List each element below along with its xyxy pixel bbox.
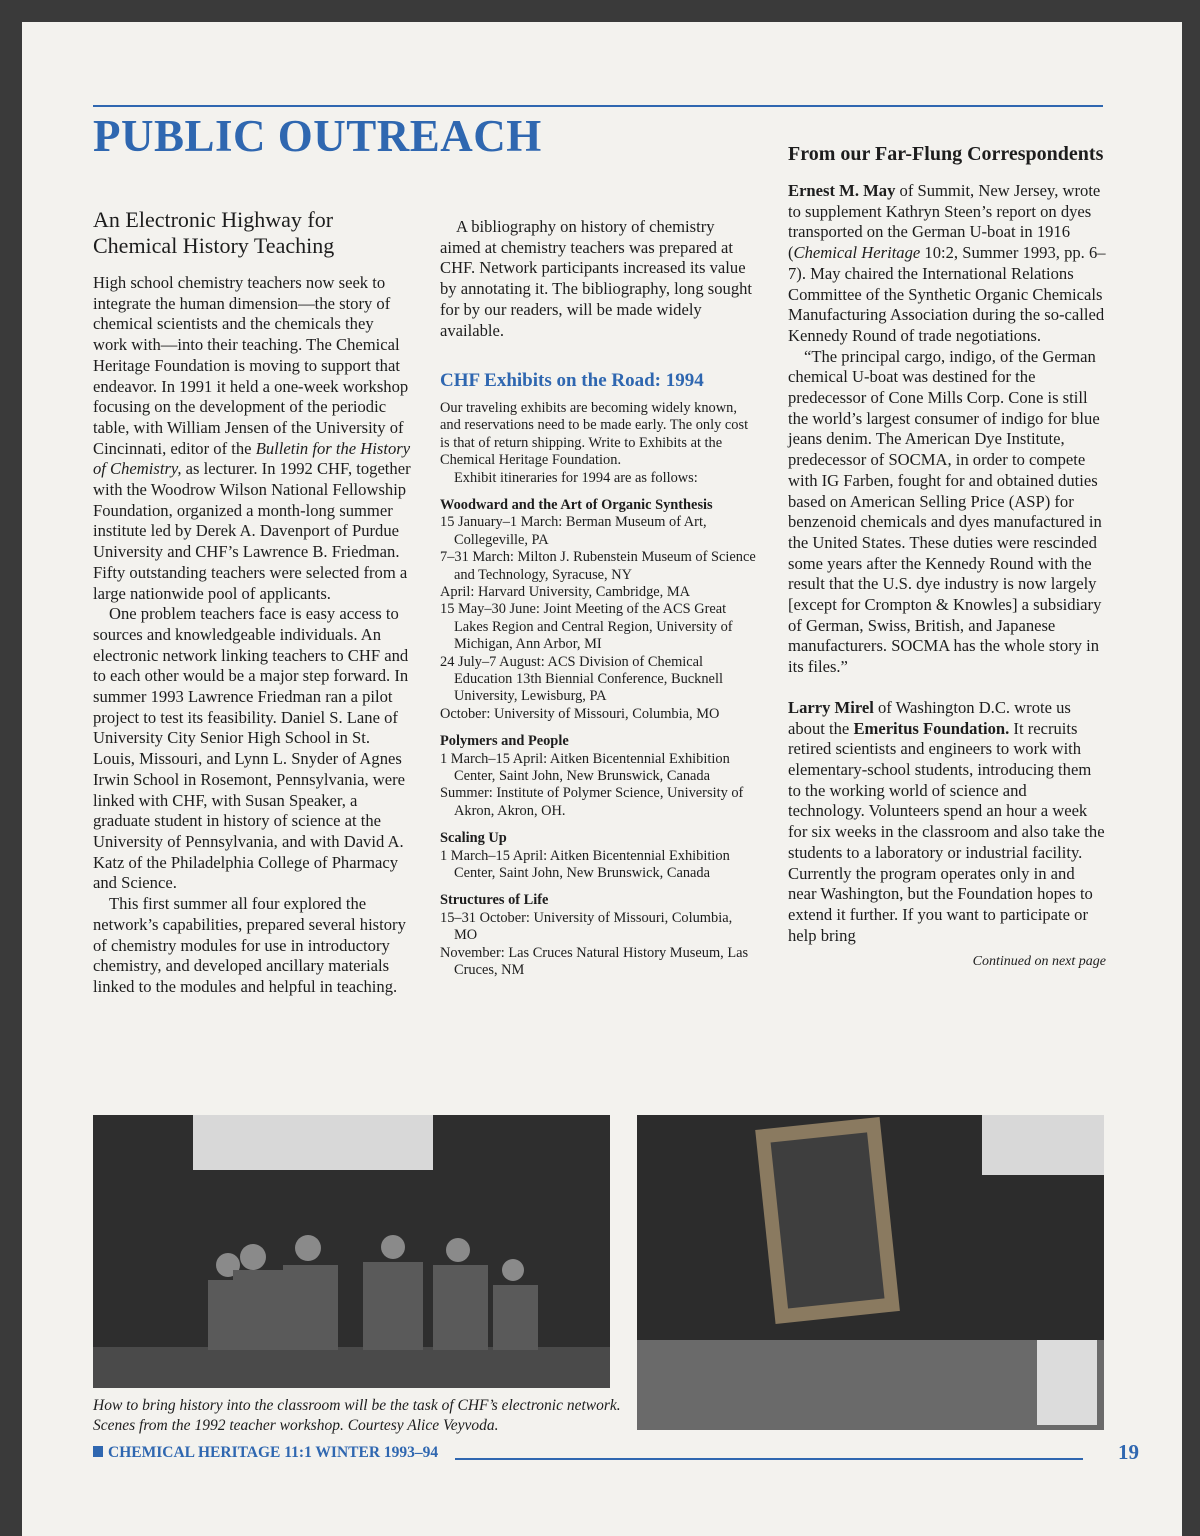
paragraph [788, 347, 1106, 678]
bold-text: Larry Mirel [788, 697, 874, 717]
exhibit-title: Structures of Life [440, 892, 549, 909]
column-2 [440, 217, 758, 980]
exhibit-list [440, 497, 758, 980]
exhibit-title: Scaling Up [440, 830, 507, 847]
footer-publication-text: CHEMICAL HERITAGE 11:1 WINTER 1993–94 [108, 1444, 439, 1461]
exhibit-title: Woodward and the Art of Organic Synthesis [440, 496, 713, 513]
text-run: as lecturer. In 1992 CHF, together with the Woodrow Wilson National Fellowship Foundation, organized a month-long summer institute led by Derek A. Davenport of Purdue University and CHF’s Lawrence B. Friedman. Fifty outstanding teachers were selected from a large nationwide pool of applicants. [93, 459, 411, 603]
itinerary-item: November: Las Cruces Natural History Museum, Las Cruces, NM [440, 944, 749, 979]
text-run: of Washington D.C. wrote us about the [788, 697, 1071, 738]
bold-text: Emeritus Foundation. [853, 718, 1010, 738]
text-run: This first summer all four explored the network’s capabilities, prepared several history of chemistry modules for use in introductory chemistry, and developed ancillary materials linked to the modules and helpful in teaching. [93, 894, 406, 996]
article-body [93, 273, 411, 998]
itinerary-item: 15 January–1 March: Berman Museum of Art, Collegeville, PA [440, 514, 707, 548]
article-heading: An Electronic Highway for Chemical History Teaching [93, 207, 335, 258]
exhibits-intro: Our traveling exhibits are becoming widely known, and reservations need to be made early. The only cost is that of return shipping. Write to Exhibits at the Chemical Heritage Foundation. [440, 399, 749, 469]
italic-text: Bulletin for the History of Chemistry, [93, 438, 411, 479]
itinerary-item: April: Harvard University, Cambridge, MA [440, 583, 691, 600]
itinerary-item: 15 May–30 June: Joint Meeting of the ACS Great Lakes Region and Central Region, University of Michigan, Ann Arbor, MI [440, 601, 733, 653]
text-run: of Summit, New Jersey, wrote to supplement Kathryn Steen’s report on dyes transported on the German U-boat in 1916 ( [788, 181, 1101, 263]
continued-note: Continued on next page [972, 954, 1106, 970]
article-electronic-highway [93, 207, 411, 998]
exhibits-intro-2: Exhibit itineraries for 1994 are as follows: [454, 469, 698, 486]
itinerary-item: 1 March–15 April: Aitken Bicentennial Exhibition Center, Saint John, New Brunswick, Canada [440, 847, 730, 882]
photo-classroom-image [93, 1115, 610, 1388]
text-run: One problem teachers face is easy access to sources and knowledgeable individuals. An electronic network linking teachers to CHF and to each other would be a major step forward. In summer 1993 Lawrence Friedman ran a pilot project to test its feasibility. Daniel S. Lane of University City Senior High School in St. Louis, Missouri, and Lynn L. Snyder of Agnes Irwin School in Rosemont, Pennsylvania, were linked with CHF, with Susan Speaker, a graduate student in history of science at the University of Pennsylvania, and with David A. Katz of the Philadelphia College of Pharmacy and Science. [93, 604, 409, 893]
italic-text: Chemical Heritage [793, 243, 921, 263]
paragraph [788, 698, 1106, 946]
exhibits-body [440, 400, 758, 980]
footer-rule [455, 1458, 1083, 1460]
text-run: High school chemistry teachers now seek to integrate the human dimension—the story of chemical scientists and the chemicals they work with—into their teaching. The Chemical Heritage Foundation is moving to support that endeavor. In 1991 it held a one-week workshop focusing on the development of the periodic table, with William Jensen of the University of Cincinnati, editor of the [93, 273, 409, 458]
itinerary-item: 24 July–7 August: ACS Division of Chemical Education 13th Biennial Conference, Bucknell University, Lewisburg, PA [440, 653, 723, 705]
paragraph [788, 181, 1106, 347]
paragraph [93, 894, 411, 998]
photo-caption: How to bring history into the classroom will be the task of CHF’s electronic network. Scenes from the 1992 teacher workshop. Courtesy Alice Veyvoda. [93, 1397, 621, 1434]
itinerary-item: 15–31 October: University of Missouri, Columbia, MO [440, 909, 733, 944]
text-run: It recruits retired scientists and engineers to work with elementary-school students, introducing them to the working world of science and technology. Volunteers spend an hour a week for six weeks in the classroom and also take the students to a laboratory or industrial facility. Currently the program operates only in and near Washington, but the Foundation hopes to extend it further. If you want to participate or help bring [788, 718, 1105, 945]
paragraph [440, 217, 758, 341]
text-run: “The principal cargo, indigo, of the German chemical U-boat was destined for the predecessor of Cone Mills Corp. Cone is still the world’s largest consumer of indigo for blue jeans denim. The American Dye Institute, predecessor of SOCMA, in order to compete with IG Farben, fought for and obtained duties based on American Selling Price (ASP) for benzenoid chemicals and dyes manufactured in the United States. These duties were rescinded some years after the Kennedy Round with the result that the U.S. dye industry is now largely [except for Crompton & Knowles] a subsidiary of German, Swiss, British, and Japanese manufacturers. SOCMA has the whole story in its files.” [788, 346, 1102, 677]
correspondents-body [788, 181, 1106, 946]
article-body-continued [440, 217, 758, 341]
header-rule [93, 105, 1103, 107]
photo-portrait-unveiling [637, 1115, 1104, 1430]
correspondents-heading: From our Far-Flung Correspondents [788, 143, 1104, 165]
itinerary-item: 7–31 March: Milton J. Rubenstein Museum of Science and Technology, Syracuse, NY [440, 549, 756, 583]
page-title: PUBLIC OUTREACH [93, 111, 542, 161]
paragraph [93, 604, 411, 894]
photo-portrait-image [637, 1115, 1104, 1430]
bold-text: Ernest M. May [788, 181, 896, 200]
exhibits-heading: CHF Exhibits on the Road: 1994 [440, 370, 704, 392]
correspondents-article [788, 141, 1106, 973]
text-run: A bibliography on history of chemistry aimed at chemistry teachers was prepared at CHF. Network participants increased its value by annotating it. The bibliography, long sought for by our readers, will be made widely available. [440, 217, 753, 340]
itinerary-item: 1 March–15 April: Aitken Bicentennial Exhibition Center, Saint John, New Brunswick, Canada [440, 750, 730, 785]
page-number: 19 [1118, 1440, 1139, 1464]
photo-teacher-workshop [93, 1115, 610, 1388]
itinerary-item: October: University of Missouri, Columbia, MO [440, 705, 720, 722]
square-bullet-icon [93, 1446, 103, 1457]
exhibit-title: Polymers and People [440, 733, 569, 750]
footer-publication [93, 1444, 438, 1462]
itinerary-item: Summer: Institute of Polymer Science, University of Akron, Akron, OH. [440, 785, 744, 819]
text-run: 10:2, Summer 1993, pp. 6–7). May chaired the International Relations Committee of the Synthetic Organic Chemicals Manufacturing Association during the so-called Kennedy Round of trade negotiations. [788, 243, 1106, 345]
paragraph [93, 273, 411, 604]
